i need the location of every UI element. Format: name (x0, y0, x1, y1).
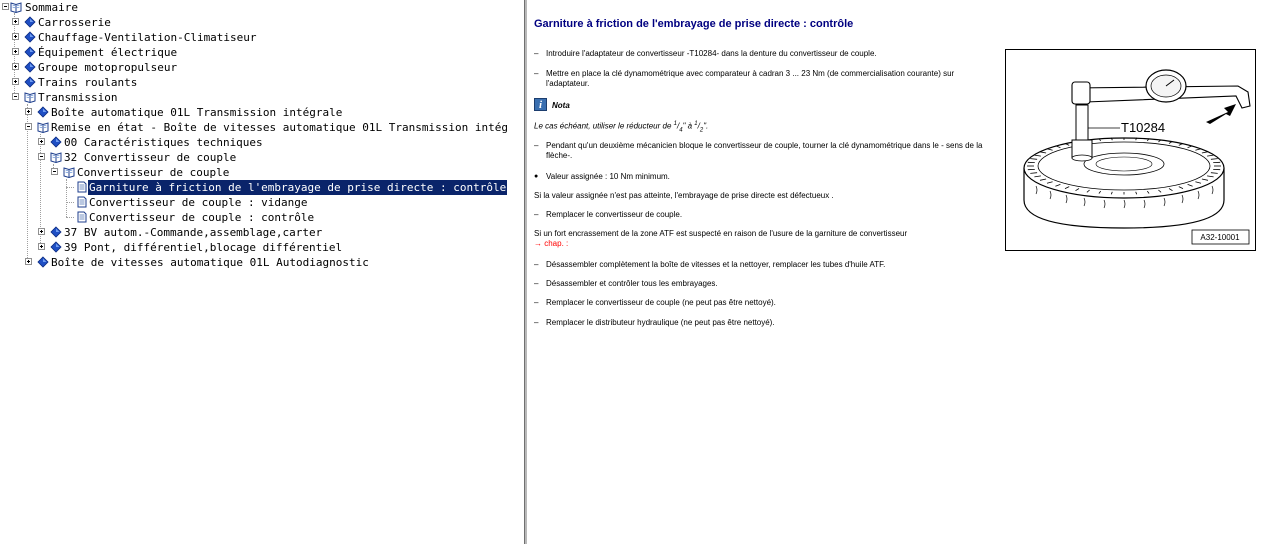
tree-item-label[interactable]: Boîte de vitesses automatique 01L Autodiagnostic (51, 256, 369, 269)
book-closed-icon (24, 61, 36, 73)
tree-item-label[interactable]: 32 Convertisseur de couple (64, 151, 237, 164)
book-closed-icon (37, 106, 49, 118)
tree-item-label[interactable]: 00 Caractéristiques techniques (64, 136, 263, 149)
tree-item-label[interactable]: Trains roulants (38, 76, 138, 89)
tree-item[interactable] (0, 30, 524, 45)
dash-marker: – (534, 279, 539, 288)
expand-toggle[interactable] (25, 108, 32, 115)
tree-item-label[interactable]: Groupe motopropulseur (38, 61, 178, 74)
tree-item-label[interactable]: Garniture à friction de l'embrayage de prise directe : contrôle (89, 181, 507, 194)
step-text: Remplacer le distributeur hydraulique (ne peut pas être nettoyé). (546, 318, 775, 327)
book-closed-icon (50, 226, 62, 238)
page-title: Garniture à friction de l'embrayage de prise directe : contrôle (534, 18, 854, 30)
tree-item[interactable] (0, 255, 524, 270)
tree-item[interactable] (0, 180, 524, 195)
book-closed-icon (24, 31, 36, 43)
step-text: Désassembler et contrôler tous les embrayages. (546, 279, 718, 288)
tree-item[interactable] (0, 165, 524, 180)
figure-id: A32-10001 (1200, 233, 1240, 242)
tree-item[interactable] (0, 195, 524, 210)
expand-toggle[interactable] (12, 63, 19, 70)
book-closed-icon (24, 46, 36, 58)
nota-label: Nota (552, 101, 570, 110)
book-closed-icon (24, 76, 36, 88)
book-open-icon (24, 91, 36, 103)
tree-pane[interactable] (0, 0, 524, 544)
chapter-link[interactable]: → chap. : (534, 239, 569, 248)
expand-toggle[interactable] (12, 33, 19, 40)
dash-marker: – (534, 298, 539, 307)
step-text: Mettre en place la clé dynamométrique avec comparateur à cadran 3 ... 23 Nm (de commercialisation courante) sur l'adaptateur. (546, 69, 955, 88)
collapse-toggle[interactable] (38, 153, 45, 160)
collapse-toggle[interactable] (12, 93, 19, 100)
step-text: Remplacer le convertisseur de couple. (546, 210, 683, 219)
expand-toggle[interactable] (38, 138, 45, 145)
dash-marker: – (534, 49, 539, 58)
bullet-marker: ● (534, 173, 539, 180)
tree-item[interactable] (0, 0, 524, 15)
dash-marker: – (534, 141, 539, 150)
step-text: Désassembler complètement la boîte de vitesses et la nettoyer, remplacer les tubes d'huile ATF. (546, 260, 886, 269)
tree-item[interactable] (0, 135, 524, 150)
tree-item[interactable] (0, 240, 524, 255)
book-closed-icon (50, 136, 62, 148)
expand-toggle[interactable] (38, 228, 45, 235)
nota-text: Le cas échéant, utiliser le réducteur de $^1/_4$" à $^1/_2$". (534, 121, 709, 134)
tree-item-label[interactable]: Convertisseur de couple : contrôle (89, 211, 315, 224)
tree-item-label[interactable]: Chauffage-Ventilation-Climatiseur (38, 31, 257, 44)
tree-item-label[interactable]: Remise en état - Boîte de vitesses automatique 01L Transmission intég (51, 121, 508, 134)
dash-marker: – (534, 318, 539, 327)
info-icon: i (534, 98, 547, 111)
fraction-numerator: 1 (673, 121, 677, 127)
tree-item-label[interactable]: Convertisseur de couple : vidange (89, 196, 308, 209)
nota-text-part: Le cas échéant, utiliser le réducteur de (534, 121, 674, 131)
collapse-toggle[interactable] (2, 3, 9, 10)
bullet-text: Valeur assignée : 10 Nm minimum. (546, 172, 670, 181)
tree-item-label[interactable]: Boîte automatique 01L Transmission intégrale (51, 106, 343, 119)
dash-marker: – (534, 210, 539, 219)
book-open-icon (37, 121, 49, 133)
fraction-denominator: 4 (679, 127, 683, 134)
fraction-denominator: 2 (699, 127, 704, 134)
collapse-toggle[interactable] (25, 123, 32, 130)
expand-toggle[interactable] (12, 18, 19, 25)
collapse-toggle[interactable] (51, 168, 58, 175)
expand-toggle[interactable] (25, 258, 32, 265)
tree-item[interactable] (0, 225, 524, 240)
tree-item[interactable] (0, 105, 524, 120)
expand-toggle[interactable] (12, 78, 19, 85)
tool-label: T10284 (1121, 120, 1166, 135)
nota-text-part: ". (703, 121, 709, 131)
page-icon (76, 211, 88, 223)
tree-item[interactable] (0, 120, 524, 135)
tree-item[interactable] (0, 60, 524, 75)
nota-text-part: " à (682, 121, 695, 131)
tree-item-label[interactable]: Carrosserie (38, 16, 111, 29)
tree-item-label[interactable]: Équipement électrique (38, 46, 178, 59)
tree-item[interactable] (0, 15, 524, 30)
fraction-numerator: 1 (694, 121, 698, 127)
tree-item-label[interactable]: Convertisseur de couple (77, 166, 230, 179)
book-open-icon (50, 151, 62, 163)
illustration-figure (1005, 49, 1256, 251)
tree-item[interactable] (0, 45, 524, 60)
info-text: Si un fort encrassement de la zone ATF est suspecté en raison de l'usure de la garniture de convertisseur (534, 229, 908, 238)
expand-toggle[interactable] (12, 48, 19, 55)
step-text: Introduire l'adaptateur de convertisseur -T10284- dans la denture du convertisseur de couple. (546, 49, 877, 58)
dash-marker: – (534, 69, 539, 78)
torque-converter-illustration (1006, 50, 1255, 250)
book-closed-icon (37, 256, 49, 268)
tree-item-label[interactable]: 39 Pont, différentiel,blocage différentiel (64, 241, 343, 254)
tree-item[interactable] (0, 210, 524, 225)
step-text: Pendant qu'un deuxième mécanicien bloque le convertisseur de couple, tourner la clé dynamométrique dans le - sens de la flèche-. (546, 141, 983, 160)
book-closed-icon (50, 241, 62, 253)
info-1: Si la valeur assignée n'est pas atteinte, l'embrayage de prise directe est défectueux . (534, 191, 834, 200)
tree-item-label[interactable]: Sommaire (25, 1, 78, 14)
tree-item[interactable] (0, 90, 524, 105)
book-open-icon (10, 1, 22, 13)
info-2 (534, 229, 994, 249)
tree-item-label[interactable]: Transmission (38, 91, 118, 104)
page-icon (76, 196, 88, 208)
expand-toggle[interactable] (38, 243, 45, 250)
book-closed-icon (24, 16, 36, 28)
tree-item[interactable] (0, 75, 524, 90)
page-icon (76, 181, 88, 193)
book-open-icon (63, 166, 75, 178)
step-text: Remplacer le convertisseur de couple (ne peut pas être nettoyé). (546, 298, 776, 307)
tree-item[interactable] (0, 150, 524, 165)
dash-marker: – (534, 260, 539, 269)
tree-item-label[interactable]: 37 BV autom.-Commande,assemblage,carter (64, 226, 323, 239)
